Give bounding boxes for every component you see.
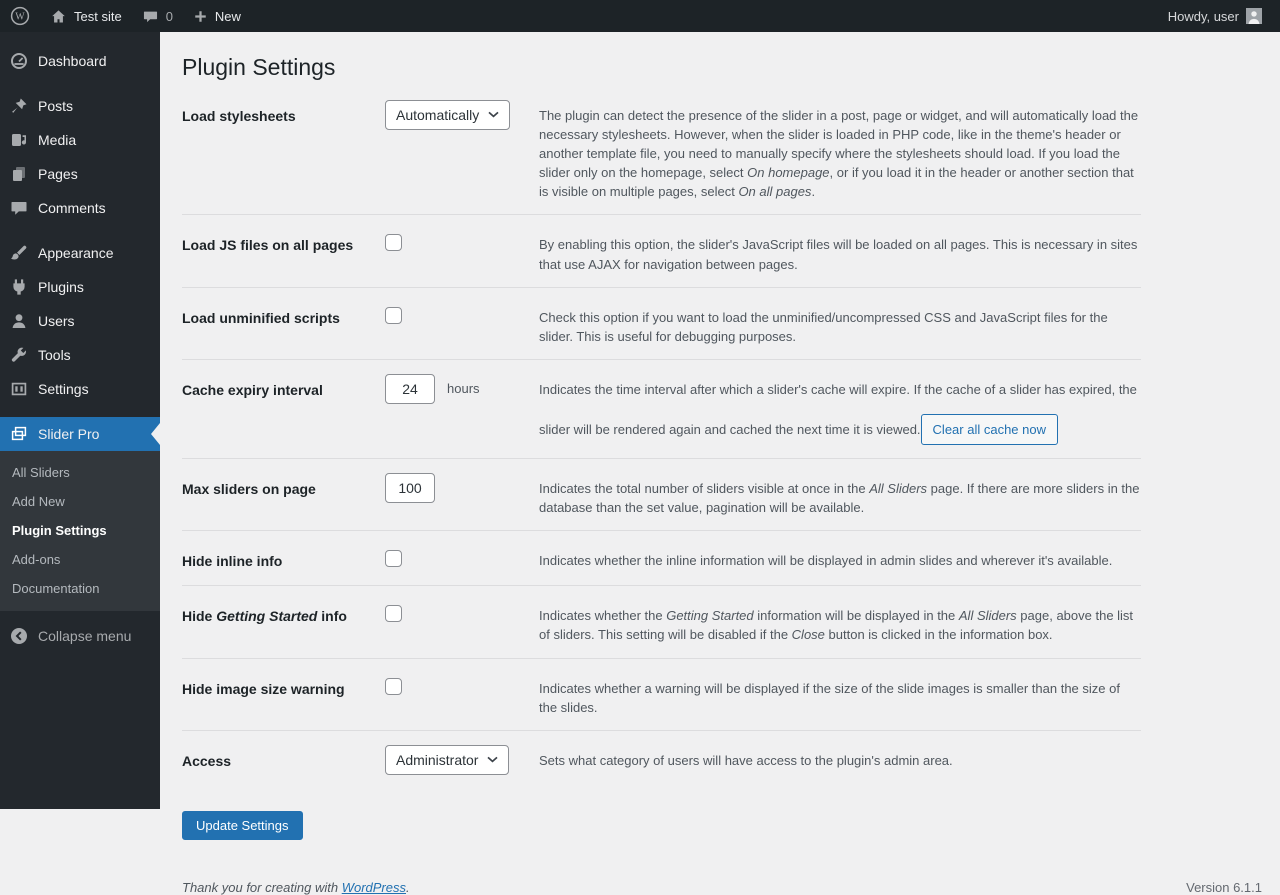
setting-description [539,100,1141,202]
setting-control [385,600,539,644]
text: button is clicked in the information box. [824,627,1053,643]
text: page. If there are more sliders in the database than the set value, pagination will be available. [539,481,1140,516]
sidebar-item-users[interactable] [0,304,160,338]
settings-icon [9,379,29,399]
comments-icon [9,198,29,218]
setting-description [539,374,1141,445]
text: Hide inline info [182,553,283,570]
setting-description [539,600,1141,644]
text: information will be displayed in the [753,608,959,624]
new-label: New [214,8,241,24]
italic-text: All Sliders [869,481,928,497]
setting-row-cache-expiry-interval [182,360,1141,459]
cache-expiry-interval-input[interactable]: 24 [385,374,435,404]
pages-icon [9,164,29,184]
settings-table [182,86,1141,788]
setting-description [539,745,1141,775]
pushpin-icon [9,96,29,116]
dashboard-icon [9,51,29,71]
sidebar-item-tools[interactable] [0,338,160,372]
setting-description [539,473,1141,517]
sidebar-item-label: Pages [38,166,78,182]
users-icon [9,311,29,331]
cache-expiry-interval-action-button[interactable]: Clear all cache now [921,414,1058,445]
load-js-files-on-all-pages-checkbox[interactable] [385,234,402,251]
collapse-arrow-icon [9,626,29,646]
select-value: Administrator [396,751,479,768]
wordpress-logo-menu[interactable] [0,0,40,32]
sidebar-item-label: Users [38,313,75,329]
sidebar-item-pages[interactable] [0,157,160,191]
avatar [1246,8,1262,24]
setting-label [182,229,385,273]
sidebar-item-label: Media [38,132,77,148]
svg-text:W: W [15,11,25,23]
sidebar-item-label: Settings [38,381,89,397]
sidebar-item-slider-pro[interactable] [0,417,160,451]
sidebar-item-label: Slider Pro [38,426,100,442]
sidebar-item-label: Posts [38,98,74,114]
submenu-item-all-sliders[interactable]: All Sliders [12,465,70,480]
new-content-menu[interactable] [183,0,251,32]
submenu-item-add-ons[interactable]: Add-ons [12,552,61,567]
text: Hide image size warning [182,680,345,697]
sidebar-item-label: Plugins [38,279,84,295]
comments-menu[interactable] [132,0,183,32]
text: Indicates the total number of sliders visible at once in the [539,481,870,497]
main-content [160,32,1280,895]
select-value: Automatically [396,106,480,123]
tools-icon [9,345,29,365]
footer [182,880,1262,895]
sidebar-item-plugins[interactable] [0,270,160,304]
text: Hide [182,608,217,625]
setting-label [182,302,385,346]
text: Cache expiry interval [182,381,323,398]
footer-thanks-period: . [406,879,410,895]
sidebar-item-media[interactable] [0,123,160,157]
my-account-menu[interactable] [1158,0,1272,32]
text: info [317,608,347,625]
site-name: Test site [74,8,122,24]
text: Indicates whether the [539,608,667,624]
hide-inline-info-checkbox[interactable] [385,550,402,567]
text: By enabling this option, the slider's JavaScript files will be loaded on all pages. This is necessary in sites that use AJAX for navigation between pages. [539,237,1138,272]
load-unminified-scripts-checkbox[interactable] [385,307,402,324]
howdy-text: Howdy, user [1167,8,1239,24]
setting-description [539,673,1141,717]
admin-menu [0,32,160,611]
setting-label [182,745,385,775]
hide-getting-started-info-checkbox[interactable] [385,605,402,622]
setting-label [182,374,385,445]
home-icon [50,8,67,25]
sidebar-item-comments[interactable] [0,191,160,225]
text: Max sliders on page [182,481,316,498]
setting-control [385,545,539,572]
slider-pro-submenu [0,451,160,611]
text: Load stylesheets [182,107,296,124]
italic-text: Close [791,627,825,643]
text: Load unminified scripts [182,309,340,326]
setting-description [539,302,1141,346]
setting-label [182,545,385,572]
comments-count: 0 [165,8,173,24]
access-select[interactable] [385,745,509,775]
setting-row-load-stylesheets [182,86,1141,216]
appearance-icon [9,243,29,263]
update-settings-button[interactable]: Update Settings [182,811,303,840]
sidebar-item-appearance[interactable] [0,236,160,270]
text: . [811,184,816,200]
sidebar-item-posts[interactable] [0,89,160,123]
setting-control [385,745,539,775]
admin-bar [0,0,1280,32]
text: Indicates whether a warning will be displayed if the size of the slide images is smaller than the size of the slides. [539,680,1120,715]
setting-row-load-unminified-scripts [182,288,1141,360]
sidebar-item-settings[interactable] [0,372,160,406]
text: Load JS files on all pages [182,237,354,254]
sidebar-item-label: Dashboard [38,53,107,69]
setting-row-load-js-files-on-all-pages [182,215,1141,287]
submenu-item-documentation[interactable]: Documentation [12,581,100,596]
chevron-down-icon [488,111,499,118]
setting-description [539,229,1141,273]
setting-control [385,229,539,273]
setting-row-hide-getting-started-info [182,586,1141,658]
media-icon [9,130,29,150]
input-suffix: hours [447,381,480,397]
sidebar-item-label: Comments [38,200,106,216]
site-name-menu[interactable] [40,0,132,32]
plugin-icon [9,277,29,297]
sidebar [0,32,160,809]
sidebar-item-label: Appearance [38,245,114,261]
submenu-item-add-new[interactable]: Add New [12,494,65,509]
page-title: Plugin Settings [182,54,336,80]
wordpress-icon [10,6,30,26]
load-stylesheets-select[interactable] [385,100,510,130]
italic-text: All Sliders [958,608,1017,624]
text: The plugin can detect the presence of the slider in a post, page or widget, and will automatically load the necessary stylesheets. However, when the slider is loaded in PHP code, like in the theme's header or another template file, you need to manually specify where the stylesheets should load. If you load the slider only on the homepage, select [539,107,1139,181]
wordpress-link[interactable]: WordPress [341,879,406,895]
text: Sets what category of users will have access to the plugin's admin area. [539,752,953,768]
setting-description [539,545,1141,572]
setting-label [182,100,385,202]
setting-label [182,473,385,517]
italic-text: On homepage [747,165,830,181]
setting-control [385,673,539,717]
setting-row-access [182,731,1141,788]
setting-control [385,374,539,445]
sidebar-item-label: Tools [38,347,71,363]
italic-text: Getting Started [216,608,318,625]
setting-row-max-sliders-on-page [182,459,1141,531]
text: Indicates the time interval after which a slider's cache will expire. If the cache of a slider has expired, the slider will be rendered again and cached the next time it is viewed. [539,381,1137,437]
sidebar-item-dashboard[interactable] [0,44,160,78]
footer-thanks [182,880,410,895]
text: Check this option if you want to load the unminified/uncompressed CSS and JavaScript files for the slider. This is useful for debugging purposes. [539,309,1108,344]
chevron-down-icon [487,756,498,763]
comment-bubble-icon [142,8,159,25]
setting-label [182,600,385,644]
text: page, above the list of sliders. This setting will be disabled if the [539,608,1134,643]
collapse-menu-label: Collapse menu [38,628,132,644]
setting-control [385,473,539,517]
setting-control [385,302,539,346]
italic-text: On all pages [738,184,812,200]
italic-text: Getting Started [666,608,754,624]
setting-control [385,100,539,202]
collapse-menu-button[interactable] [0,619,160,653]
setting-row-hide-image-size-warning [182,659,1141,731]
footer-thanks-text: Thank you for creating with [182,879,342,895]
max-sliders-on-page-input[interactable]: 100 [385,473,435,503]
slider-pro-icon [9,424,29,444]
text: , or if you load it in the header or another section that is visible on multiple pages, select [539,165,1134,200]
text: Indicates whether the inline information will be displayed in admin slides and wherever it's available. [539,553,1113,569]
setting-row-hide-inline-info [182,531,1141,586]
plus-icon [193,9,208,24]
setting-label [182,673,385,717]
version-text: Version 6.1.1 [1186,879,1262,895]
submenu-item-plugin-settings[interactable]: Plugin Settings [12,523,107,538]
hide-image-size-warning-checkbox[interactable] [385,678,402,695]
text: Access [182,752,232,769]
